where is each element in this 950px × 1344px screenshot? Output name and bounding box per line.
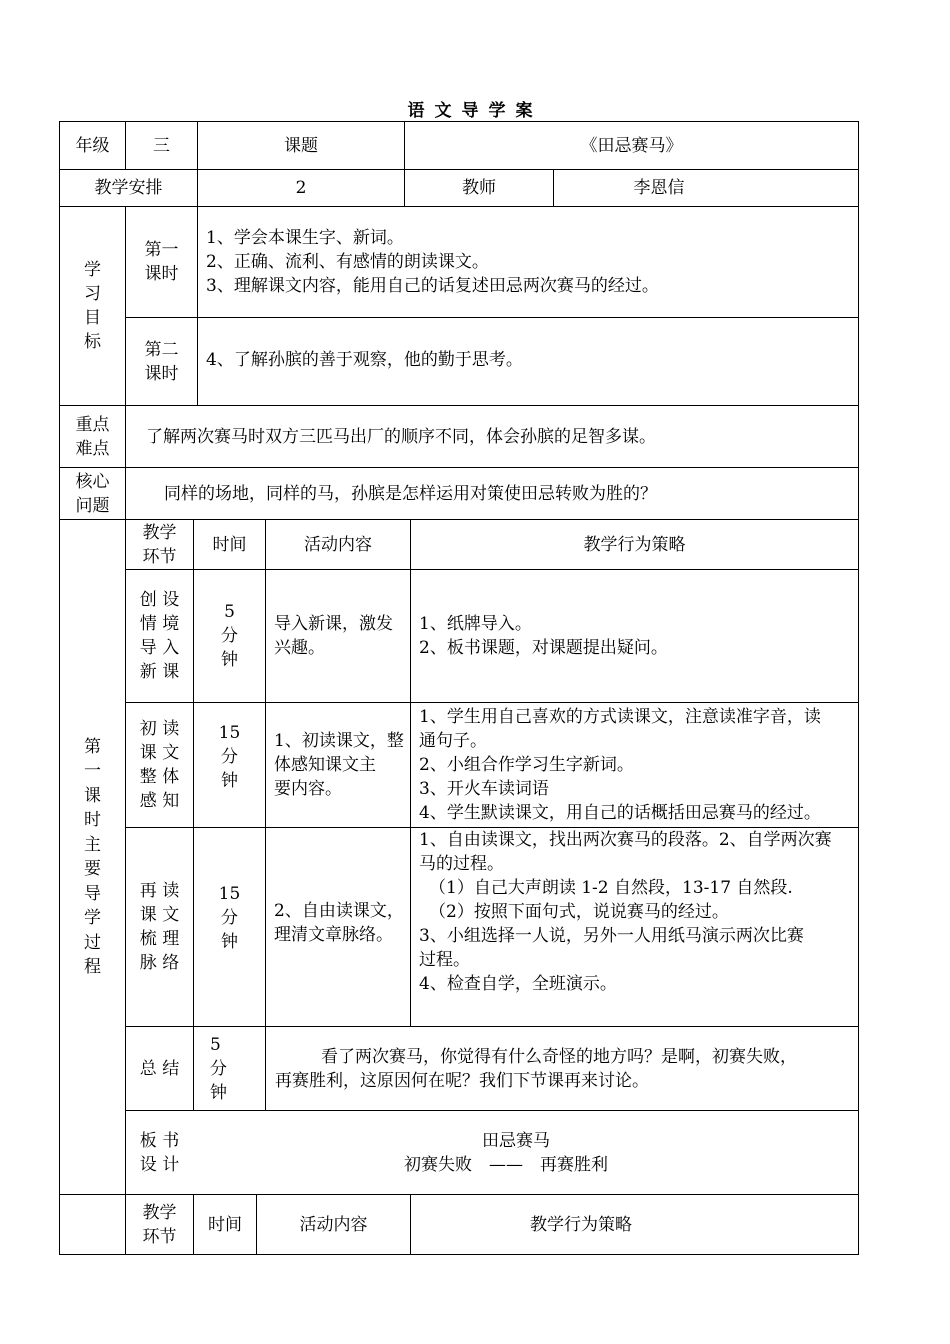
stage-line: 课 文 (139, 905, 180, 925)
topic-value: 《田忌赛马》 (580, 135, 683, 156)
stage-cell (126, 570, 193, 702)
time-line: 分 (220, 747, 238, 767)
strategy-line: 过程。 (419, 950, 470, 970)
lesson1-goal-item: 3、理解课文内容，能用自己的话复述田忌两次赛马的经过。 (206, 276, 659, 296)
board-label (126, 1111, 193, 1194)
schedule-label: 教学安排 (94, 178, 163, 198)
time-line: 5 (210, 1034, 221, 1055)
board-line: 初赛失败 —— 再赛胜利 (404, 1154, 608, 1175)
footer-header-time: 时间 (208, 1214, 242, 1235)
core-question-text: 同样的场地，同样的马，孙膑是怎样运用对策使田忌转败为胜的？ (164, 483, 657, 504)
lesson2-label (126, 318, 197, 405)
process-label-char: 一 (84, 761, 101, 781)
lesson2-goal: 4、了解孙膑的善于观察，他的勤于思考。 (206, 349, 523, 370)
board-title: 田忌赛马 (482, 1130, 550, 1151)
footer-header-strategy: 教学行为策略 (530, 1214, 632, 1235)
time-line: 分 (210, 1058, 227, 1079)
process-label-char: 程 (84, 957, 101, 977)
process-label-char: 导 (84, 883, 101, 904)
time-line: 15 (218, 884, 241, 904)
footer-header-stage-line1: 教学 (142, 1202, 177, 1223)
header-strategy: 教学行为策略 (583, 534, 686, 555)
activity-line: 2、自由读课文， (274, 901, 404, 921)
time-cell (194, 703, 265, 827)
stage-line: 脉 络 (139, 953, 180, 973)
time-line: 钟 (221, 650, 238, 670)
strategy-line: 2、板书课题，对课题提出疑问。 (419, 638, 668, 658)
goals-label (60, 207, 125, 405)
process-label-char: 第 (84, 736, 101, 757)
lesson2-label-line1: 第二 (144, 339, 179, 360)
process-label-char: 过 (84, 932, 101, 953)
activity-cell (274, 828, 408, 1026)
header-activity: 活动内容 (304, 534, 372, 555)
lesson2-label-line2: 课时 (144, 363, 179, 384)
strategy-line: 4、学生默读课文，用自己的话概括田忌赛马的经过。 (419, 803, 821, 823)
summary-line: 看了两次赛马，你觉得有什么奇怪的地方吗？是啊，初赛失败， (321, 1046, 797, 1067)
lesson1-goals (206, 207, 856, 317)
activity-cell (274, 570, 408, 702)
lesson1-goal-item: 2、正确、流利、有感情的朗读课文。 (206, 252, 489, 272)
strategy-line: 通句子。 (419, 731, 487, 751)
header-stage-line1: 教学 (142, 522, 177, 543)
topic-label: 课题 (284, 135, 318, 156)
activity-line: 1、初读课文，整 (274, 731, 404, 751)
teacher-label: 教师 (462, 178, 496, 198)
header-time: 时间 (212, 534, 247, 555)
core-question-label-line2: 问题 (75, 495, 110, 516)
activity-line: 要内容。 (274, 779, 342, 799)
schedule-value: 2 (295, 178, 307, 198)
header-stage-line2: 环节 (142, 546, 177, 567)
summary-line: 再赛胜利，这原因何在呢？我们下节课再来讨论。 (275, 1070, 649, 1091)
header-stage (126, 520, 193, 569)
core-question-label (60, 468, 125, 519)
key-points-label-line2: 难点 (75, 438, 110, 459)
strategy-line: 3、小组选择一人说，另外一人用纸马演示两次比赛 (419, 926, 804, 946)
lesson1-label-line2: 课时 (144, 264, 179, 284)
key-points-text: 了解两次赛马时双方三匹马出厂的顺序不同，体会孙膑的足智多谋。 (146, 426, 656, 447)
time-line: 钟 (210, 1082, 227, 1103)
teacher-value: 李恩信 (633, 178, 685, 198)
strategy-line: （2）按照下面句式，说说赛马的经过。 (429, 902, 729, 922)
lesson1-label-line1: 第一 (144, 240, 179, 260)
footer-header-stage (126, 1195, 193, 1254)
core-question-label-line1: 核心 (75, 471, 110, 492)
lesson1-label (126, 207, 197, 317)
strategy-cell (419, 828, 856, 1026)
strategy-line: 3、开火车读词语 (419, 779, 549, 799)
time-cell (194, 570, 265, 702)
goals-label-char: 标 (84, 332, 101, 352)
time-line: 15 (218, 723, 241, 743)
board-label-line: 板 书 (139, 1130, 180, 1151)
stage-line: 初 读 (139, 719, 180, 739)
key-points-label-line1: 重点 (75, 414, 110, 435)
stage-line: 情 境 (139, 614, 180, 634)
stage-line: 新 课 (139, 662, 180, 682)
strategy-line: 马的过程。 (419, 854, 504, 874)
activity-line: 理清文章脉络。 (274, 925, 393, 945)
activity-cell (274, 703, 408, 827)
strategy-line: 1、纸牌导入。 (419, 614, 532, 634)
goals-label-char: 习 (84, 284, 101, 304)
goals-label-char: 目 (84, 308, 101, 328)
footer-header-activity: 活动内容 (299, 1214, 368, 1235)
strategy-cell (419, 703, 856, 827)
process-label-char: 时 (84, 810, 101, 830)
strategy-line: 1、学生用自己喜欢的方式读课文，注意读准字音，读 (419, 707, 821, 727)
document-title: 语文导学案 (407, 101, 543, 121)
stage-line: 课 文 (139, 743, 180, 763)
time-line: 钟 (220, 771, 238, 791)
strategy-cell (419, 570, 856, 702)
strategy-line: （1）自己大声朗读 1-2 自然段，13-17 自然段. (429, 878, 793, 898)
time-cell (194, 828, 265, 1026)
activity-line: 兴趣。 (274, 638, 325, 658)
summary-cell (275, 1027, 856, 1110)
board-content (194, 1111, 858, 1194)
key-points-label (60, 406, 125, 467)
stage-line: 梳 理 (139, 929, 180, 949)
stage-line: 整 体 (139, 767, 180, 787)
stage-cell (126, 703, 193, 827)
process-label-char: 主 (84, 834, 101, 855)
process-label-char: 课 (84, 785, 101, 806)
process-label-char: 学 (84, 908, 101, 928)
stage-line: 感 知 (139, 791, 180, 811)
stage-cell (126, 1027, 193, 1110)
lesson1-goal-item: 1、学会本课生字、新词。 (206, 228, 404, 248)
stage-line: 总 结 (139, 1058, 180, 1079)
footer-header-stage-line2: 环节 (142, 1226, 177, 1247)
time-line: 分 (220, 908, 238, 928)
stage-line: 创 设 (139, 590, 180, 610)
grade-value: 三 (153, 135, 170, 156)
time-line: 分 (221, 626, 238, 646)
stage-line: 再 读 (139, 881, 180, 901)
board-label-line: 设 计 (139, 1154, 180, 1175)
time-line: 钟 (220, 932, 238, 952)
goals-label-char: 学 (84, 260, 101, 280)
strategy-line: 4、检查自学，全班演示。 (419, 974, 617, 994)
time-line: 5 (224, 602, 235, 622)
stage-cell (126, 828, 193, 1026)
process-label-char: 要 (84, 859, 101, 879)
activity-line: 导入新课，激发 (274, 614, 393, 634)
strategy-line: 2、小组合作学习生字新词。 (419, 755, 634, 775)
grade-label: 年级 (75, 135, 110, 156)
time-cell (210, 1027, 265, 1110)
strategy-line: 1、自由读课文，找出两次赛马的段落。2、自学两次赛 (419, 830, 832, 850)
stage-line: 导 入 (139, 638, 180, 658)
process-label (60, 520, 125, 1194)
activity-line: 体感知课文主 (274, 755, 376, 775)
